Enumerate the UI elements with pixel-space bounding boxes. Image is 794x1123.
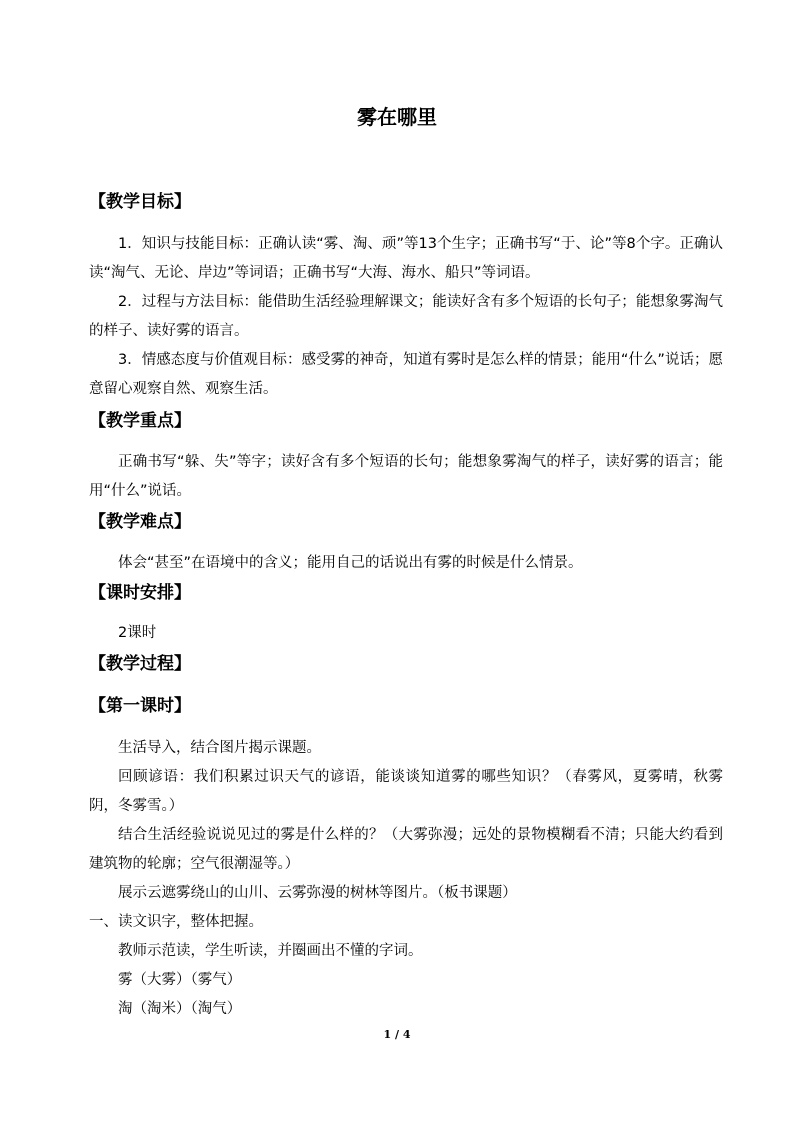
step-one-heading: 一、读文识字，整体把握。 xyxy=(89,914,263,930)
key-points-paragraph: 正确书写“躲、失”等字；读好含有多个短语的长句；能想象雾淘气的样子，读好雾的语言；能用“什么”说话。 xyxy=(89,454,723,499)
goal-paragraph-3: 3．情感态度与价值观目标：感受雾的神奇，知道有雾时是怎么样的情景；能用“什么”说话；愿意留心观察自然、观察生活。 xyxy=(89,352,723,397)
difficulties-paragraph: 体会“甚至”在语境中的含义；能用自己的话说出有雾的时候是什么情景。 xyxy=(118,555,583,571)
section-heading-difficulties: 【教学难点】 xyxy=(89,512,191,532)
show-pictures-paragraph: 展示云遮雾绕山的山川、云雾弥漫的树林等图片。（板书课题） xyxy=(118,885,517,901)
teacher-reading-paragraph: 教师示范读，学生听读，并圈画出不懂的字词。 xyxy=(118,943,423,959)
schedule-paragraph: 2课时 xyxy=(118,625,157,641)
word-line-2: 淘（淘米）（淘气） xyxy=(118,1001,242,1017)
experience-paragraph: 结合生活经验说说见过的雾是什么样的？（大雾弥漫；远处的景物模糊看不清；只能大约看到建筑物的轮廓；空气很潮湿等。） xyxy=(89,827,723,872)
section-heading-key-points: 【教学重点】 xyxy=(89,411,191,431)
word-line-1: 雾（大雾）（雾气） xyxy=(118,972,242,988)
page-title: 雾在哪里 xyxy=(357,105,437,129)
page-number: 1 / 4 xyxy=(383,1028,411,1041)
intro-paragraph: 生活导入，结合图片揭示课题。 xyxy=(118,740,321,756)
goal-paragraph-1: 1．知识与技能目标：正确认读“雾、淘、顽”等13个生字；正确书写“于、论”等8个字。正确认读“淘气、无论、岸边”等词语；正确书写“大海、海水、船只”等词语。 xyxy=(89,236,723,281)
review-paragraph: 回顾谚语：我们积累过识天气的谚语，能谈谈知道雾的哪些知识？（春雾风，夏雾晴，秋雾阴，冬雾雪。） xyxy=(89,769,723,814)
section-heading-first-lesson: 【第一课时】 xyxy=(89,696,191,716)
section-heading-schedule: 【课时安排】 xyxy=(89,583,191,603)
section-heading-teaching-goals: 【教学目标】 xyxy=(89,192,191,212)
section-heading-teaching-process: 【教学过程】 xyxy=(89,654,191,674)
goal-paragraph-2: 2．过程与方法目标：能借助生活经验理解课文；能读好含有多个短语的长句子；能想象雾淘气的样子、读好雾的语言。 xyxy=(89,294,723,339)
